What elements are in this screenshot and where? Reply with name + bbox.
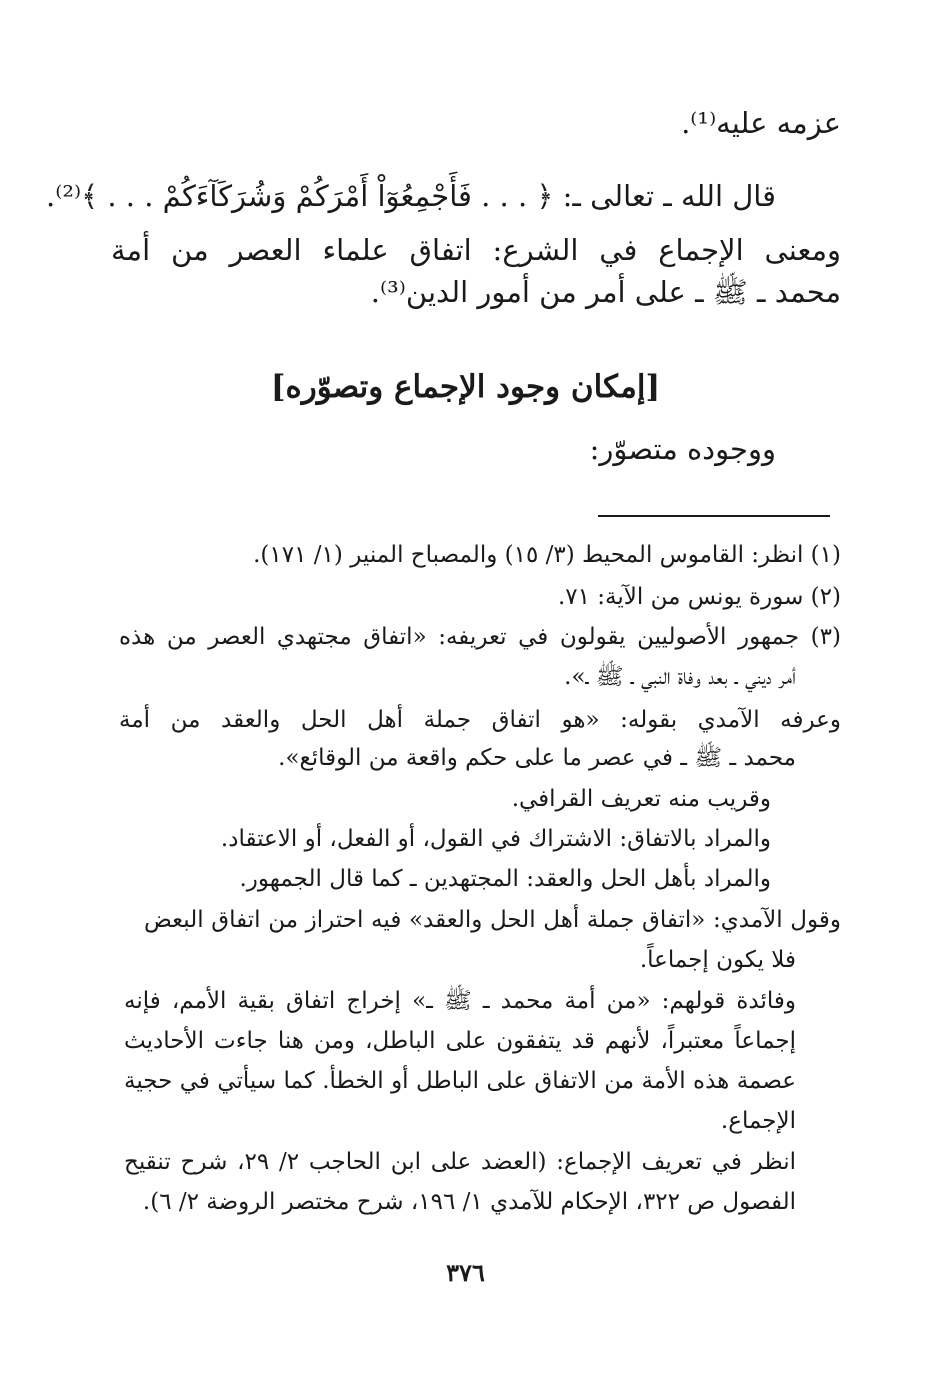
footnote-3-line-1: (٣) جمهور الأصوليين يقولون في تعريفه: «اتفاق مجتهدي العصر من هذه <box>119 624 841 650</box>
footnote-3-line-4: محمد ـ ﷺ ـ في عصر ما على حكم واقعة من الوقائع». <box>278 745 796 771</box>
footnote-3-line-2: أمر ديني ـ بعد وفاة النبي ـ ﷺ ـ». <box>564 664 796 690</box>
footnote-3-line-3: وعرفه الآمدي بقوله: «هو اتفاق جملة أهل الحل والعقد من أمة <box>119 707 841 733</box>
footnote-3-line-11: إجماعاً معتبراً، لأنهم قد يتفقون على الباطل، ومن هنا جاءت الأحاديث <box>124 1028 796 1054</box>
footnote-3-line-7: والمراد بأهل الحل والعقد: المجتهدين ـ كما قال الجمهور. <box>239 866 771 892</box>
footnote-2: (٢) سورة يونس من الآية: ٧١. <box>557 584 841 610</box>
body-line-3: ومعنى الإجماع في الشرع: اتفاق علماء العصر من أمة <box>111 233 841 267</box>
body-line-2-quran-verse: قال الله ـ تعالى ـ: ﴿ . . . فَأَجْمِعُوٓاْ أَمْرَكُمْ وَشُرَكَآءَكُمْ . . . ﴾⁽²⁾. <box>46 179 776 213</box>
footnote-3-line-13: الإجماع. <box>720 1108 796 1134</box>
footnote-3-line-14: انظر في تعريف الإجماع: (العضد على ابن الحاجب ٢/ ٢٩، شرح تنقيح <box>124 1149 796 1175</box>
footnote-3-line-5: وقريب منه تعريف القرافي. <box>511 786 771 812</box>
footnote-1: (١) انظر: القاموس المحيط (٣/ ١٥) والمصباح المنير (١/ ١٧١). <box>253 542 841 568</box>
page-number: ٣٧٦ <box>446 1258 485 1287</box>
body-line-1: عزمه عليه⁽¹⁾. <box>681 106 841 140</box>
footnote-3-line-12: عصمة هذه الأمة من الاتفاق على الباطل أو الخطأ. كما سيأتي في حجية <box>124 1068 796 1094</box>
footnote-separator <box>598 515 830 517</box>
body-line-5: ووجوده متصوّر: <box>589 432 776 466</box>
section-heading: [إمكان وجود الإجماع وتصوّره] <box>270 369 661 405</box>
body-line-4: محمد ـ ﷺ ـ على أمر من أمور الدين⁽³⁾. <box>370 275 841 309</box>
footnote-3-line-9: فلا يكون إجماعاً. <box>639 947 796 973</box>
footnote-3-line-8: وقول الآمدي: «اتفاق جملة أهل الحل والعقد» فيه احتراز من اتفاق البعض <box>144 907 841 933</box>
footnote-3-line-10: وفائدة قولهم: «من أمة محمد ـ ﷺ ـ» إخراج اتفاق بقية الأمم، فإنه <box>124 988 796 1014</box>
footnote-3-line-6: والمراد بالاتفاق: الاشتراك في القول، أو الفعل، أو الاعتقاد. <box>220 826 771 852</box>
footnote-3-line-15: الفصول ص ٣٢٢، الإحكام للآمدي ١/ ١٩٦، شرح مختصر الروضة ٢/ ٦). <box>142 1189 796 1215</box>
